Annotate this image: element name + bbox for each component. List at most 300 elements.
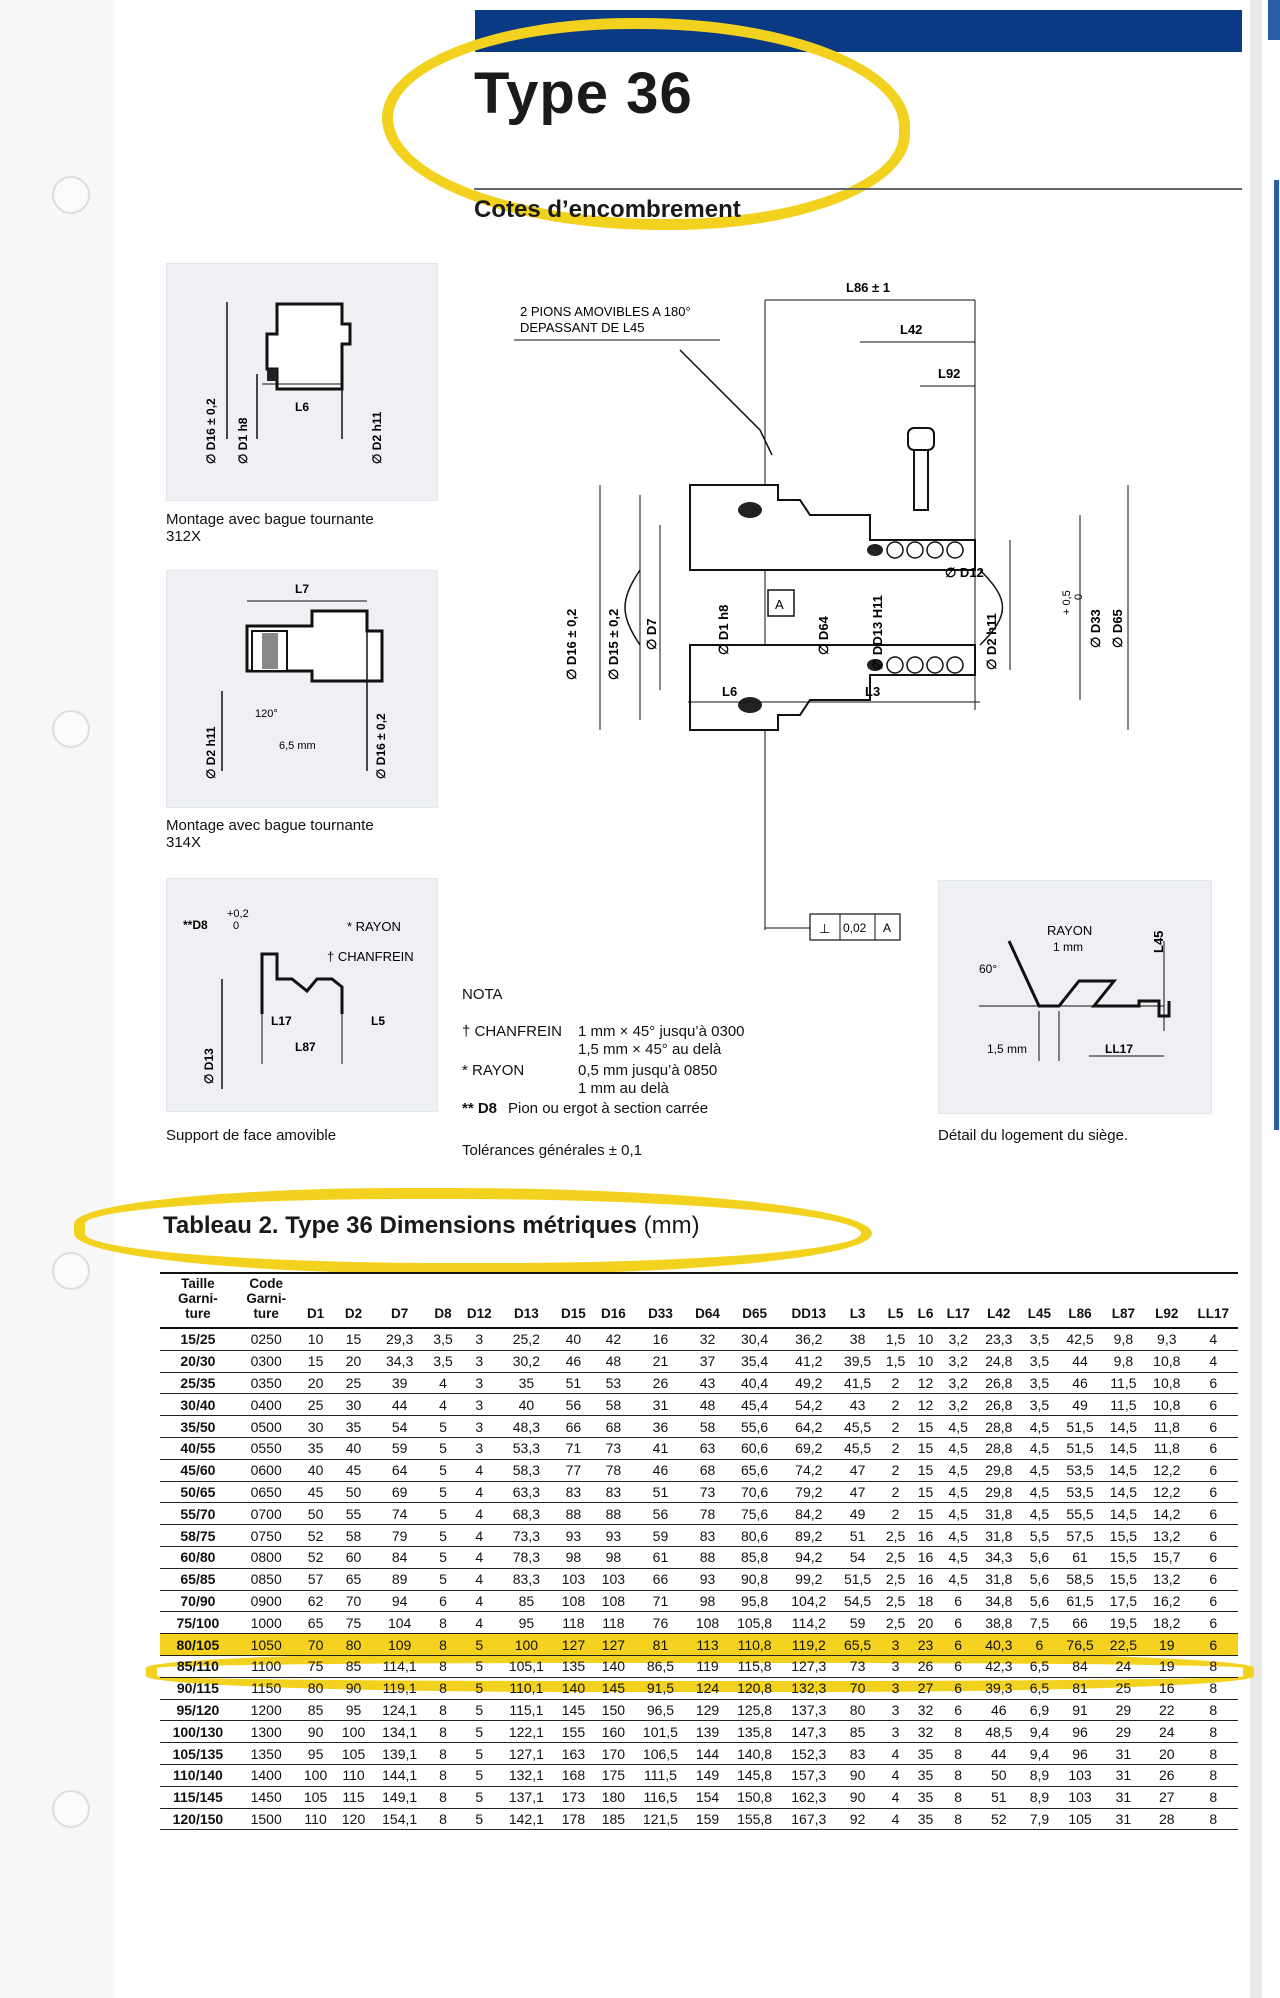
table-cell: 154,1 bbox=[373, 1808, 427, 1830]
table-cell: 35 bbox=[335, 1416, 373, 1438]
table-cell: 2,5 bbox=[879, 1568, 912, 1590]
table-cell: 58,3 bbox=[499, 1459, 553, 1481]
table-cell: 96 bbox=[1058, 1721, 1101, 1743]
table-cell: 118 bbox=[593, 1612, 633, 1634]
table-cell: 5 bbox=[427, 1546, 460, 1568]
table-cell: 8 bbox=[939, 1786, 977, 1808]
column-header: L42 bbox=[977, 1273, 1020, 1328]
column-header: D13 bbox=[499, 1273, 553, 1328]
dim-d8: **D8 bbox=[183, 918, 208, 932]
table-cell: 0800 bbox=[236, 1546, 297, 1568]
table-cell: 6 bbox=[1188, 1459, 1238, 1481]
table-cell: 45,4 bbox=[727, 1394, 781, 1416]
table-cell: 0850 bbox=[236, 1568, 297, 1590]
table-cell: 39,3 bbox=[977, 1677, 1020, 1699]
table-cell: 118 bbox=[553, 1612, 593, 1634]
dim-d16: ∅ D16 ± 0,2 bbox=[204, 398, 218, 464]
dim-d1: ∅ D1 h8 bbox=[716, 604, 731, 655]
table-cell: 51,5 bbox=[1058, 1437, 1101, 1459]
table-cell: 8 bbox=[1188, 1699, 1238, 1721]
table-row bbox=[160, 1481, 1238, 1503]
table-cell: 16,2 bbox=[1145, 1590, 1188, 1612]
table-cell: 3,5 bbox=[1021, 1372, 1059, 1394]
table-cell: 62 bbox=[297, 1590, 335, 1612]
table-cell: 95 bbox=[297, 1743, 335, 1765]
table-cell: 168 bbox=[553, 1764, 593, 1786]
column-header: L86 bbox=[1058, 1273, 1101, 1328]
table-cell: 51 bbox=[977, 1786, 1020, 1808]
table-cell: 79 bbox=[373, 1525, 427, 1547]
table-cell: 75 bbox=[335, 1612, 373, 1634]
table-cell: 45/60 bbox=[160, 1459, 236, 1481]
table-cell: 4,5 bbox=[1021, 1437, 1059, 1459]
table-cell: 60,6 bbox=[727, 1437, 781, 1459]
table-cell: 50 bbox=[335, 1481, 373, 1503]
table-cell: 5 bbox=[459, 1721, 499, 1743]
table-title bbox=[163, 1212, 700, 1240]
table-cell: 124 bbox=[688, 1677, 728, 1699]
table-cell: 15,5 bbox=[1102, 1525, 1145, 1547]
table-cell: 3,5 bbox=[427, 1328, 460, 1350]
dim-d33: ∅ D33 bbox=[1088, 609, 1103, 648]
table-cell: 58 bbox=[688, 1416, 728, 1438]
table-cell: 75,6 bbox=[727, 1503, 781, 1525]
table-cell: 26,8 bbox=[977, 1394, 1020, 1416]
figure-314x-drawing bbox=[167, 571, 437, 807]
table-cell: 20 bbox=[297, 1372, 335, 1394]
table-cell: 105 bbox=[1058, 1808, 1101, 1830]
table-cell: 32 bbox=[912, 1699, 939, 1721]
table-cell: 80 bbox=[836, 1699, 879, 1721]
figure-support-caption: Support de face amovible bbox=[166, 1127, 337, 1144]
column-header: L3 bbox=[836, 1273, 879, 1328]
table-cell: 73 bbox=[688, 1481, 728, 1503]
table-cell: 14,5 bbox=[1102, 1481, 1145, 1503]
table-cell: 70/90 bbox=[160, 1590, 236, 1612]
column-header: D1 bbox=[297, 1273, 335, 1328]
table-cell: 154 bbox=[688, 1786, 728, 1808]
table-cell: 0650 bbox=[236, 1481, 297, 1503]
dim-d1: ∅ D1 h8 bbox=[236, 417, 250, 464]
table-cell: 27 bbox=[912, 1677, 939, 1699]
table-row bbox=[160, 1721, 1238, 1743]
subtitle-rule bbox=[474, 188, 1242, 190]
table-cell: 15,5 bbox=[1102, 1568, 1145, 1590]
table-cell: 167,3 bbox=[782, 1808, 836, 1830]
dim-l17: L17 bbox=[271, 1014, 292, 1028]
table-cell: 110 bbox=[335, 1764, 373, 1786]
column-header: DD13 bbox=[782, 1273, 836, 1328]
table-cell: 111,5 bbox=[633, 1764, 687, 1786]
table-cell: 75 bbox=[297, 1655, 335, 1677]
table-cell: 48,3 bbox=[499, 1416, 553, 1438]
table-cell: 98 bbox=[593, 1546, 633, 1568]
table-cell: 129 bbox=[688, 1699, 728, 1721]
table-cell: 83 bbox=[553, 1481, 593, 1503]
label-rayon: * RAYON bbox=[347, 919, 401, 934]
table-cell: 9,3 bbox=[1145, 1328, 1188, 1350]
table-cell: 75/100 bbox=[160, 1612, 236, 1634]
table-cell: 66 bbox=[633, 1568, 687, 1590]
table-cell: 4 bbox=[459, 1503, 499, 1525]
column-header: D12 bbox=[459, 1273, 499, 1328]
table-cell: 98 bbox=[688, 1590, 728, 1612]
table-cell: 6 bbox=[1188, 1437, 1238, 1459]
note-chanfrein-label: † CHANFREIN bbox=[462, 1023, 563, 1040]
label-rayon-2: 1 mm bbox=[1053, 940, 1083, 954]
table-cell: 76 bbox=[633, 1612, 687, 1634]
table-cell: 70 bbox=[836, 1677, 879, 1699]
table-cell: 6 bbox=[427, 1590, 460, 1612]
dim-l6: L6 bbox=[295, 400, 310, 414]
table-cell: 30 bbox=[335, 1394, 373, 1416]
table-cell: 51 bbox=[633, 1481, 687, 1503]
table-cell: 16 bbox=[912, 1546, 939, 1568]
table-cell: 59 bbox=[836, 1612, 879, 1634]
table-cell: 104 bbox=[373, 1612, 427, 1634]
table-cell: 90 bbox=[335, 1677, 373, 1699]
table-cell: 41 bbox=[633, 1437, 687, 1459]
table-cell: 0250 bbox=[236, 1328, 297, 1350]
table-cell: 5 bbox=[427, 1481, 460, 1503]
table-cell: 26 bbox=[633, 1372, 687, 1394]
table-row bbox=[160, 1372, 1238, 1394]
dim-l86: L86 ± 1 bbox=[846, 280, 890, 295]
table-cell: 100/130 bbox=[160, 1721, 236, 1743]
table-cell: 65,6 bbox=[727, 1459, 781, 1481]
table-cell: 80 bbox=[297, 1677, 335, 1699]
table-cell: 46 bbox=[633, 1459, 687, 1481]
table-cell: 49 bbox=[1058, 1394, 1101, 1416]
table-cell: 11,5 bbox=[1102, 1394, 1145, 1416]
dim-l5: L5 bbox=[371, 1014, 386, 1028]
dimensions-table bbox=[160, 1272, 1238, 1830]
table-cell: 47 bbox=[836, 1481, 879, 1503]
figure-detail-panel bbox=[938, 880, 1212, 1114]
figure-detail-drawing bbox=[939, 881, 1211, 1113]
table-cell: 74,2 bbox=[782, 1459, 836, 1481]
table-cell: 157,3 bbox=[782, 1764, 836, 1786]
table-cell: 54,5 bbox=[836, 1590, 879, 1612]
table-cell: 104,2 bbox=[782, 1590, 836, 1612]
table-cell: 144,1 bbox=[373, 1764, 427, 1786]
table-cell: 2 bbox=[879, 1437, 912, 1459]
column-header: L17 bbox=[939, 1273, 977, 1328]
table-cell: 85,8 bbox=[727, 1546, 781, 1568]
table-cell: 127,3 bbox=[782, 1655, 836, 1677]
table-cell: 61 bbox=[633, 1546, 687, 1568]
table-row bbox=[160, 1503, 1238, 1525]
table-cell: 74 bbox=[373, 1503, 427, 1525]
table-cell: 49,2 bbox=[782, 1372, 836, 1394]
table-cell: 27 bbox=[1145, 1786, 1188, 1808]
table-cell: 3,5 bbox=[427, 1350, 460, 1372]
table-cell: 4,5 bbox=[939, 1416, 977, 1438]
table-row bbox=[160, 1546, 1238, 1568]
table-cell: 42,5 bbox=[1058, 1328, 1101, 1350]
table-row bbox=[160, 1525, 1238, 1547]
table-cell: 34,8 bbox=[977, 1590, 1020, 1612]
table-cell: 103 bbox=[1058, 1764, 1101, 1786]
table-cell: 2,5 bbox=[879, 1525, 912, 1547]
table-cell: 9,8 bbox=[1102, 1328, 1145, 1350]
table-cell: 6 bbox=[1188, 1612, 1238, 1634]
table-cell: 1000 bbox=[236, 1612, 297, 1634]
table-cell: 137,1 bbox=[499, 1786, 553, 1808]
table-row bbox=[160, 1764, 1238, 1786]
table-cell: 105 bbox=[335, 1743, 373, 1765]
table-cell: 0900 bbox=[236, 1590, 297, 1612]
table-cell: 29,8 bbox=[977, 1481, 1020, 1503]
table-cell: 58 bbox=[593, 1394, 633, 1416]
table-cell: 19 bbox=[1145, 1655, 1188, 1677]
table-cell: 4 bbox=[459, 1612, 499, 1634]
table-cell: 35 bbox=[912, 1808, 939, 1830]
table-cell: 11,8 bbox=[1145, 1437, 1188, 1459]
table-cell: 127,1 bbox=[499, 1743, 553, 1765]
table-cell: 2,5 bbox=[879, 1546, 912, 1568]
table-cell: 52 bbox=[297, 1546, 335, 1568]
table-cell: 6 bbox=[1188, 1525, 1238, 1547]
table-cell: 78 bbox=[688, 1503, 728, 1525]
table-cell: 105 bbox=[297, 1786, 335, 1808]
table-cell: 50 bbox=[977, 1764, 1020, 1786]
table-cell: 4,5 bbox=[1021, 1416, 1059, 1438]
table-cell: 120/150 bbox=[160, 1808, 236, 1830]
table-cell: 4,5 bbox=[939, 1437, 977, 1459]
table-cell: 149,1 bbox=[373, 1786, 427, 1808]
dim-tol: + 0,5 bbox=[1061, 590, 1073, 615]
table-cell: 2 bbox=[879, 1481, 912, 1503]
table-cell: 86,5 bbox=[633, 1655, 687, 1677]
table-cell: 1500 bbox=[236, 1808, 297, 1830]
table-cell: 4,5 bbox=[939, 1568, 977, 1590]
table-cell: 135,8 bbox=[727, 1721, 781, 1743]
tolerance-value: 0,02 bbox=[843, 921, 867, 935]
table-cell: 8 bbox=[427, 1721, 460, 1743]
table-cell: 14,2 bbox=[1145, 1503, 1188, 1525]
table-row bbox=[160, 1786, 1238, 1808]
table-cell: 6,5 bbox=[1021, 1655, 1059, 1677]
table-cell: 3 bbox=[879, 1699, 912, 1721]
table-cell: 81 bbox=[1058, 1677, 1101, 1699]
table-cell: 3,5 bbox=[1021, 1350, 1059, 1372]
table-cell: 84 bbox=[373, 1546, 427, 1568]
table-cell: 44 bbox=[977, 1743, 1020, 1765]
table-cell: 100 bbox=[297, 1764, 335, 1786]
table-cell: 90 bbox=[297, 1721, 335, 1743]
table-cell: 40,4 bbox=[727, 1372, 781, 1394]
table-cell: 85/110 bbox=[160, 1655, 236, 1677]
table-cell: 43 bbox=[688, 1372, 728, 1394]
table-cell: 110,8 bbox=[727, 1634, 781, 1656]
table-cell: 108 bbox=[553, 1590, 593, 1612]
table-cell: 39 bbox=[373, 1372, 427, 1394]
table-cell: 55/70 bbox=[160, 1503, 236, 1525]
table-cell: 88 bbox=[553, 1503, 593, 1525]
page-title: Type 36 bbox=[474, 61, 693, 126]
table-cell: 45,5 bbox=[836, 1416, 879, 1438]
table-cell: 3 bbox=[879, 1634, 912, 1656]
table-cell: 5 bbox=[459, 1699, 499, 1721]
table-cell: 15 bbox=[335, 1328, 373, 1350]
table-cell: 96 bbox=[1058, 1743, 1101, 1765]
table-cell: 1400 bbox=[236, 1764, 297, 1786]
table-cell: 127 bbox=[593, 1634, 633, 1656]
table-cell: 40 bbox=[297, 1459, 335, 1481]
table-cell: 106,5 bbox=[633, 1743, 687, 1765]
table-cell: 52 bbox=[297, 1525, 335, 1547]
table-cell: 6,5 bbox=[1021, 1677, 1059, 1699]
table-row bbox=[160, 1459, 1238, 1481]
table-cell: 5 bbox=[427, 1459, 460, 1481]
table-cell: 65/85 bbox=[160, 1568, 236, 1590]
table-cell: 14,5 bbox=[1102, 1459, 1145, 1481]
table-row bbox=[160, 1808, 1238, 1830]
table-cell: 52 bbox=[977, 1808, 1020, 1830]
table-cell: 4,5 bbox=[939, 1546, 977, 1568]
table-cell: 32 bbox=[688, 1328, 728, 1350]
note-d8-label: ** D8 bbox=[462, 1100, 498, 1117]
table-cell: 85 bbox=[297, 1699, 335, 1721]
table-cell: 132,1 bbox=[499, 1764, 553, 1786]
table-cell: 16 bbox=[912, 1568, 939, 1590]
table-cell: 103 bbox=[553, 1568, 593, 1590]
table-cell: 31 bbox=[1102, 1808, 1145, 1830]
table-cell: 31 bbox=[633, 1394, 687, 1416]
table-cell: 1,5 bbox=[879, 1350, 912, 1372]
table-cell: 59 bbox=[373, 1437, 427, 1459]
table-cell: 24 bbox=[1145, 1721, 1188, 1743]
figure-314x-panel bbox=[166, 570, 438, 808]
table-row bbox=[160, 1677, 1238, 1699]
datum-a: A bbox=[775, 597, 784, 612]
general-tolerances: Tolérances générales ± 0,1 bbox=[462, 1142, 643, 1159]
table-cell: 73,3 bbox=[499, 1525, 553, 1547]
dim-d15: ∅ D15 ± 0,2 bbox=[606, 608, 621, 680]
table-cell: 42 bbox=[593, 1328, 633, 1350]
table-cell: 50 bbox=[297, 1503, 335, 1525]
table-cell: 124,1 bbox=[373, 1699, 427, 1721]
table-cell: 48 bbox=[688, 1394, 728, 1416]
table-cell: 40 bbox=[335, 1437, 373, 1459]
table-row bbox=[160, 1394, 1238, 1416]
table-cell: 95/120 bbox=[160, 1699, 236, 1721]
table-cell: 30,4 bbox=[727, 1328, 781, 1350]
table-cell: 3 bbox=[459, 1372, 499, 1394]
table-cell: 20 bbox=[912, 1612, 939, 1634]
table-cell: 8 bbox=[939, 1808, 977, 1830]
table-body bbox=[160, 1328, 1238, 1830]
dim-d65: ∅ D65 bbox=[1110, 609, 1125, 648]
table-cell: 0700 bbox=[236, 1503, 297, 1525]
dim-l3: L3 bbox=[865, 684, 881, 699]
column-header: L92 bbox=[1145, 1273, 1188, 1328]
table-row bbox=[160, 1655, 1238, 1677]
table-cell: 60 bbox=[335, 1546, 373, 1568]
table-cell: 69 bbox=[373, 1481, 427, 1503]
table-cell: 3,5 bbox=[1021, 1394, 1059, 1416]
pins-note-line1: 2 PIONS AMOVIBLES A 180° bbox=[520, 304, 691, 319]
table-row bbox=[160, 1590, 1238, 1612]
table-cell: 3 bbox=[459, 1328, 499, 1350]
table-cell: 30/40 bbox=[160, 1394, 236, 1416]
table-cell: 65 bbox=[297, 1612, 335, 1634]
table-cell: 5 bbox=[459, 1655, 499, 1677]
table-cell: 12 bbox=[912, 1372, 939, 1394]
table-cell: 16 bbox=[1145, 1677, 1188, 1699]
table-cell: 66 bbox=[1058, 1612, 1101, 1634]
table-cell: 30,2 bbox=[499, 1350, 553, 1372]
table-cell: 5 bbox=[427, 1437, 460, 1459]
table-cell: 28 bbox=[1145, 1808, 1188, 1830]
table-cell: 59 bbox=[633, 1525, 687, 1547]
table-cell: 6 bbox=[1188, 1481, 1238, 1503]
table-cell: 4 bbox=[459, 1459, 499, 1481]
table-cell: 6 bbox=[1188, 1372, 1238, 1394]
table-cell: 40,3 bbox=[977, 1634, 1020, 1656]
table-cell: 40 bbox=[553, 1328, 593, 1350]
table-cell: 5 bbox=[459, 1808, 499, 1830]
table-cell: 20 bbox=[335, 1350, 373, 1372]
column-header: L6 bbox=[912, 1273, 939, 1328]
note-d8-text: Pion ou ergot à section carrée bbox=[508, 1100, 709, 1117]
table-cell: 23 bbox=[912, 1634, 939, 1656]
table-cell: 135 bbox=[553, 1655, 593, 1677]
column-header: L87 bbox=[1102, 1273, 1145, 1328]
table-row bbox=[160, 1328, 1238, 1350]
table-cell: 83 bbox=[836, 1743, 879, 1765]
table-cell: 115,1 bbox=[499, 1699, 553, 1721]
table-cell: 83 bbox=[688, 1525, 728, 1547]
table-cell: 46 bbox=[1058, 1372, 1101, 1394]
table-unit: (mm) bbox=[643, 1212, 700, 1239]
table-cell: 34,3 bbox=[373, 1350, 427, 1372]
table-cell: 54 bbox=[836, 1546, 879, 1568]
table-cell: 100 bbox=[335, 1721, 373, 1743]
column-header: D8 bbox=[427, 1273, 460, 1328]
table-cell: 4,5 bbox=[1021, 1503, 1059, 1525]
column-header: Code Garni- ture bbox=[236, 1273, 297, 1328]
table-cell: 56 bbox=[633, 1503, 687, 1525]
table-cell: 12 bbox=[912, 1394, 939, 1416]
table-cell: 5,6 bbox=[1021, 1568, 1059, 1590]
table-cell: 14,5 bbox=[1102, 1503, 1145, 1525]
table-cell: 90/115 bbox=[160, 1677, 236, 1699]
table-cell: 99,2 bbox=[782, 1568, 836, 1590]
table-cell: 35 bbox=[912, 1743, 939, 1765]
table-cell: 180 bbox=[593, 1786, 633, 1808]
table-cell: 71 bbox=[633, 1590, 687, 1612]
dim-width: 1,5 mm bbox=[987, 1042, 1028, 1056]
table-cell: 79,2 bbox=[782, 1481, 836, 1503]
dim-d2: ∅ D2 h11 bbox=[984, 613, 999, 670]
table-cell: 5 bbox=[459, 1786, 499, 1808]
table-cell: 5 bbox=[459, 1743, 499, 1765]
table-cell: 8 bbox=[427, 1808, 460, 1830]
table-cell: 121,5 bbox=[633, 1808, 687, 1830]
dim-d8-tol-low: 0 bbox=[233, 920, 240, 932]
table-cell: 105,1 bbox=[499, 1655, 553, 1677]
table-cell: 119,1 bbox=[373, 1677, 427, 1699]
table-cell: 140,8 bbox=[727, 1743, 781, 1765]
table-cell: 80 bbox=[335, 1634, 373, 1656]
table-cell: 63 bbox=[688, 1437, 728, 1459]
table-cell: 8 bbox=[427, 1655, 460, 1677]
figure-312x-drawing bbox=[167, 264, 437, 500]
table-cell: 8 bbox=[427, 1677, 460, 1699]
table-row bbox=[160, 1416, 1238, 1438]
